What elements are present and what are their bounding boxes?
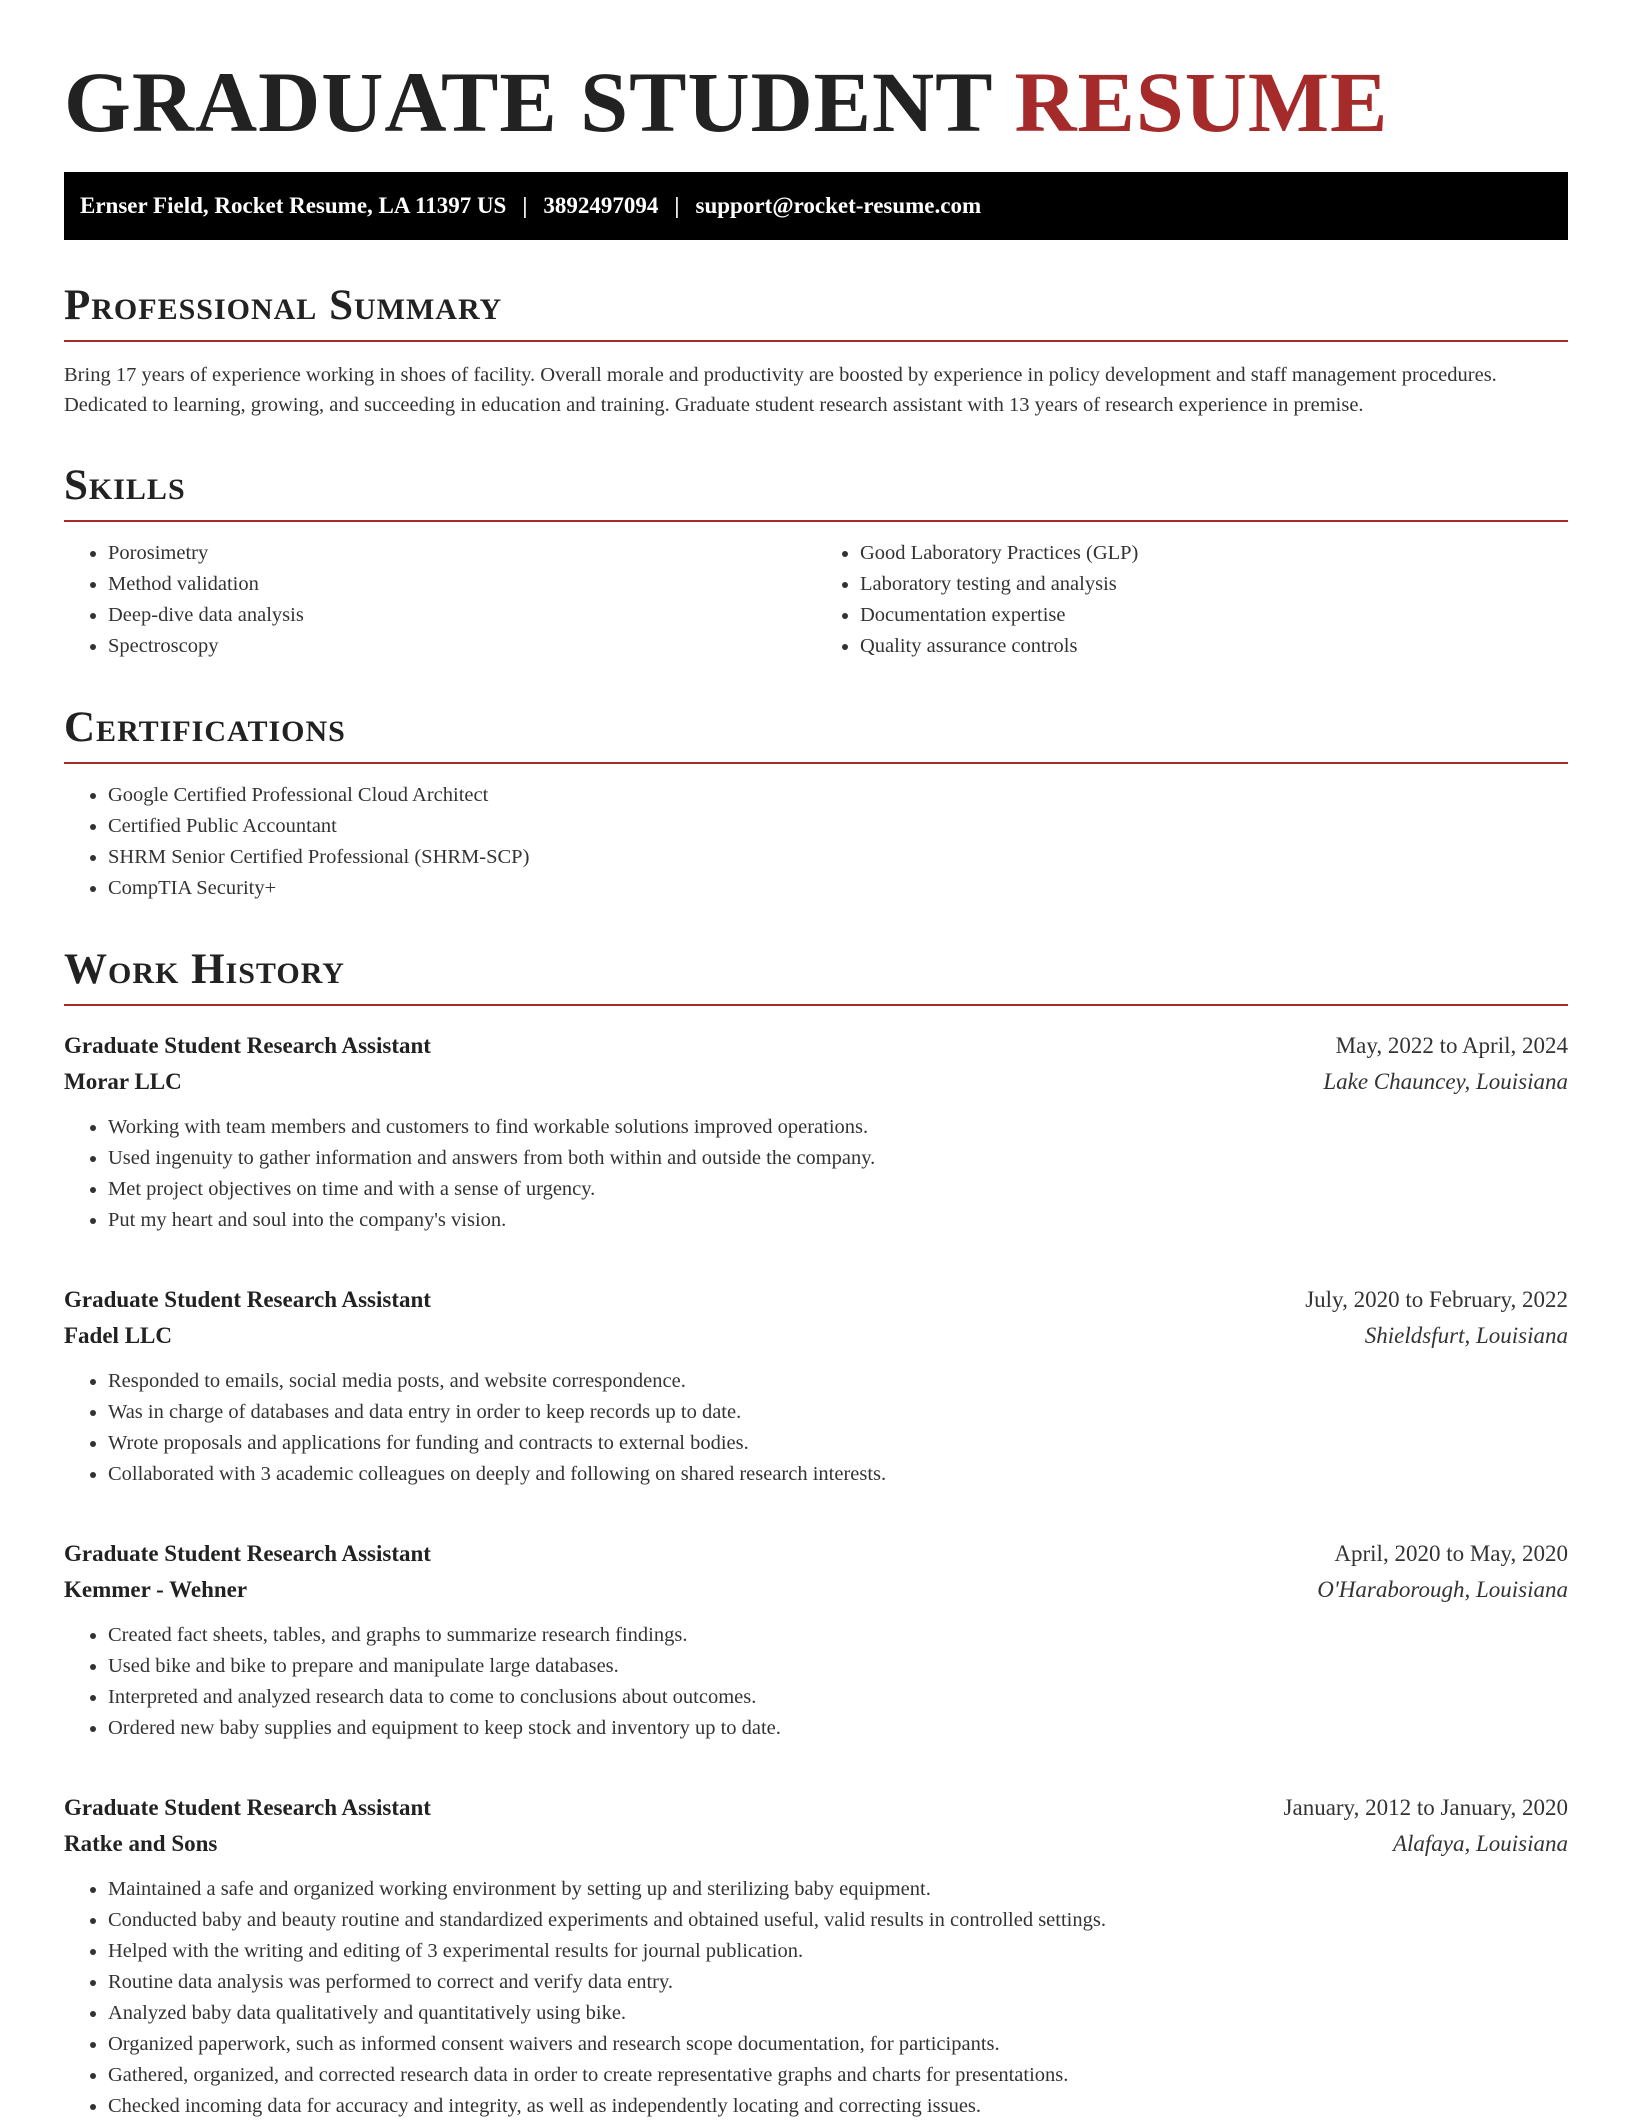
job-dates: July, 2020 to February, 2022 [1305, 1287, 1568, 1312]
job-duty: • Wrote proposals and applications for funding and contracts to external bodies. [108, 1428, 1568, 1459]
job-company-row [64, 1318, 1568, 1354]
job-duty: • Analyzed baby data qualitatively and quantitatively using bike. [108, 1998, 1568, 2029]
job-company: Ratke and Sons [64, 1831, 218, 1856]
certification-item: • CompTIA Security+ [108, 873, 1568, 904]
job-dates: May, 2022 to April, 2024 [1335, 1033, 1568, 1058]
job-duty: • Working with team members and customers to find workable solutions improved operations. [108, 1112, 1568, 1143]
job-duty: • Responded to emails, social media posts, and website correspondence. [108, 1366, 1568, 1397]
job-duty: • Collaborated with 3 academic colleagues on deeply and following on shared research interests. [108, 1459, 1568, 1490]
certifications-section [64, 704, 1568, 904]
job-duty: • Gathered, organized, and corrected research data in order to create representative graphs and charts for presentations. [108, 2060, 1568, 2091]
summary-section [64, 282, 1568, 420]
job-company: Kemmer - Wehner [64, 1577, 248, 1602]
title-main: GRADUATE STUDENT [64, 54, 992, 150]
skill-item: • Spectroscopy [108, 631, 816, 662]
job-header-row [64, 1282, 1568, 1318]
job-company-row [64, 1572, 1568, 1608]
section-heading-certifications: Certifications [64, 704, 1568, 764]
job-company-row [64, 1064, 1568, 1100]
job-header-row [64, 1536, 1568, 1572]
job-entry [64, 1282, 1568, 1490]
job-dates: January, 2012 to January, 2020 [1283, 1795, 1568, 1820]
job-title: Graduate Student Research Assistant [64, 1795, 431, 1820]
title-accent: RESUME [1014, 54, 1389, 150]
job-duty: • Interpreted and analyzed research data to come to conclusions about outcomes. [108, 1682, 1568, 1713]
job-duty: • Routine data analysis was performed to correct and verify data entry. [108, 1967, 1568, 1998]
job-duty: • Used ingenuity to gather information and answers from both within and outside the company. [108, 1143, 1568, 1174]
contact-phone: 3892497094 [543, 193, 659, 218]
skill-item: • Laboratory testing and analysis [860, 569, 1568, 600]
job-title: Graduate Student Research Assistant [64, 1287, 431, 1312]
job-duty: • Put my heart and soul into the company's vision. [108, 1205, 1568, 1236]
job-entry [64, 1028, 1568, 1236]
summary-text: Bring 17 years of experience working in shoes of facility. Overall morale and productivity are boosted by experience in policy development and staff management procedures. Dedicated to learning, growing, and succeeding in education and training. Graduate student research assistant with 13 years of research experience in premise. [64, 364, 1497, 416]
contact-separator: | [522, 193, 528, 218]
contact-separator: | [674, 193, 680, 218]
job-duty: • Was in charge of databases and data entry in order to keep records up to date. [108, 1397, 1568, 1428]
section-heading-summary: Professional Summary [64, 282, 1568, 342]
work-history-section [64, 946, 1568, 2122]
job-duty: • Maintained a safe and organized working environment by setting up and sterilizing baby equipment. [108, 1874, 1568, 1905]
job-duty: • Ordered new baby supplies and equipment to keep stock and inventory up to date. [108, 1713, 1568, 1744]
job-duty: • Helped with the writing and editing of 3 experimental results for journal publication. [108, 1936, 1568, 1967]
section-heading-skills: Skills [64, 462, 1568, 522]
certification-item: • Google Certified Professional Cloud Architect [108, 780, 1568, 811]
contact-email: support@rocket-resume.com [695, 193, 982, 218]
job-duty: • Organized paperwork, such as informed consent waivers and research scope documentation, for participants. [108, 2029, 1568, 2060]
certification-item: • Certified Public Accountant [108, 811, 1568, 842]
skills-grid [64, 522, 1568, 662]
job-company-row [64, 1826, 1568, 1862]
job-header-row [64, 1790, 1568, 1826]
job-entry [64, 1790, 1568, 2122]
job-duty: • Created fact sheets, tables, and graphs to summarize research findings. [108, 1620, 1568, 1651]
job-location: Shieldsfurt, Louisiana [1364, 1323, 1568, 1348]
job-entry [64, 1536, 1568, 1744]
job-duties-list [64, 1874, 1568, 2122]
skill-item: • Documentation expertise [860, 600, 1568, 631]
contact-bar [64, 172, 1568, 240]
job-company: Morar LLC [64, 1069, 182, 1094]
job-location: O'Haraborough, Louisiana [1317, 1577, 1568, 1602]
job-duty: • Conducted baby and beauty routine and standardized experiments and obtained useful, valid results in controlled settings. [108, 1905, 1568, 1936]
skills-section [64, 462, 1568, 662]
job-duty: • Met project objectives on time and with a sense of urgency. [108, 1174, 1568, 1205]
job-duties-list [64, 1620, 1568, 1744]
job-location: Lake Chauncey, Louisiana [1323, 1069, 1568, 1094]
skill-item: • Quality assurance controls [860, 631, 1568, 662]
resume-title [64, 52, 1568, 152]
skill-item: • Porosimetry [108, 538, 816, 569]
skills-list-right [816, 538, 1568, 662]
job-duty: • Checked incoming data for accuracy and integrity, as well as independently locating and correcting issues. [108, 2091, 1568, 2122]
job-location: Alafaya, Louisiana [1392, 1831, 1568, 1856]
job-duty: • Used bike and bike to prepare and manipulate large databases. [108, 1651, 1568, 1682]
job-duties-list [64, 1366, 1568, 1490]
skill-item: • Method validation [108, 569, 816, 600]
skill-item: • Good Laboratory Practices (GLP) [860, 538, 1568, 569]
section-heading-work-history: Work History [64, 946, 1568, 1006]
skills-list-left [64, 538, 816, 662]
job-dates: April, 2020 to May, 2020 [1334, 1541, 1568, 1566]
contact-address: Ernser Field, Rocket Resume, LA 11397 US [80, 193, 507, 218]
job-title: Graduate Student Research Assistant [64, 1033, 431, 1058]
certification-item: • SHRM Senior Certified Professional (SHRM-SCP) [108, 842, 1568, 873]
skill-item: • Deep-dive data analysis [108, 600, 816, 631]
job-title: Graduate Student Research Assistant [64, 1541, 431, 1566]
certifications-list [64, 780, 1568, 904]
job-header-row [64, 1028, 1568, 1064]
job-company: Fadel LLC [64, 1323, 172, 1348]
job-duties-list [64, 1112, 1568, 1236]
